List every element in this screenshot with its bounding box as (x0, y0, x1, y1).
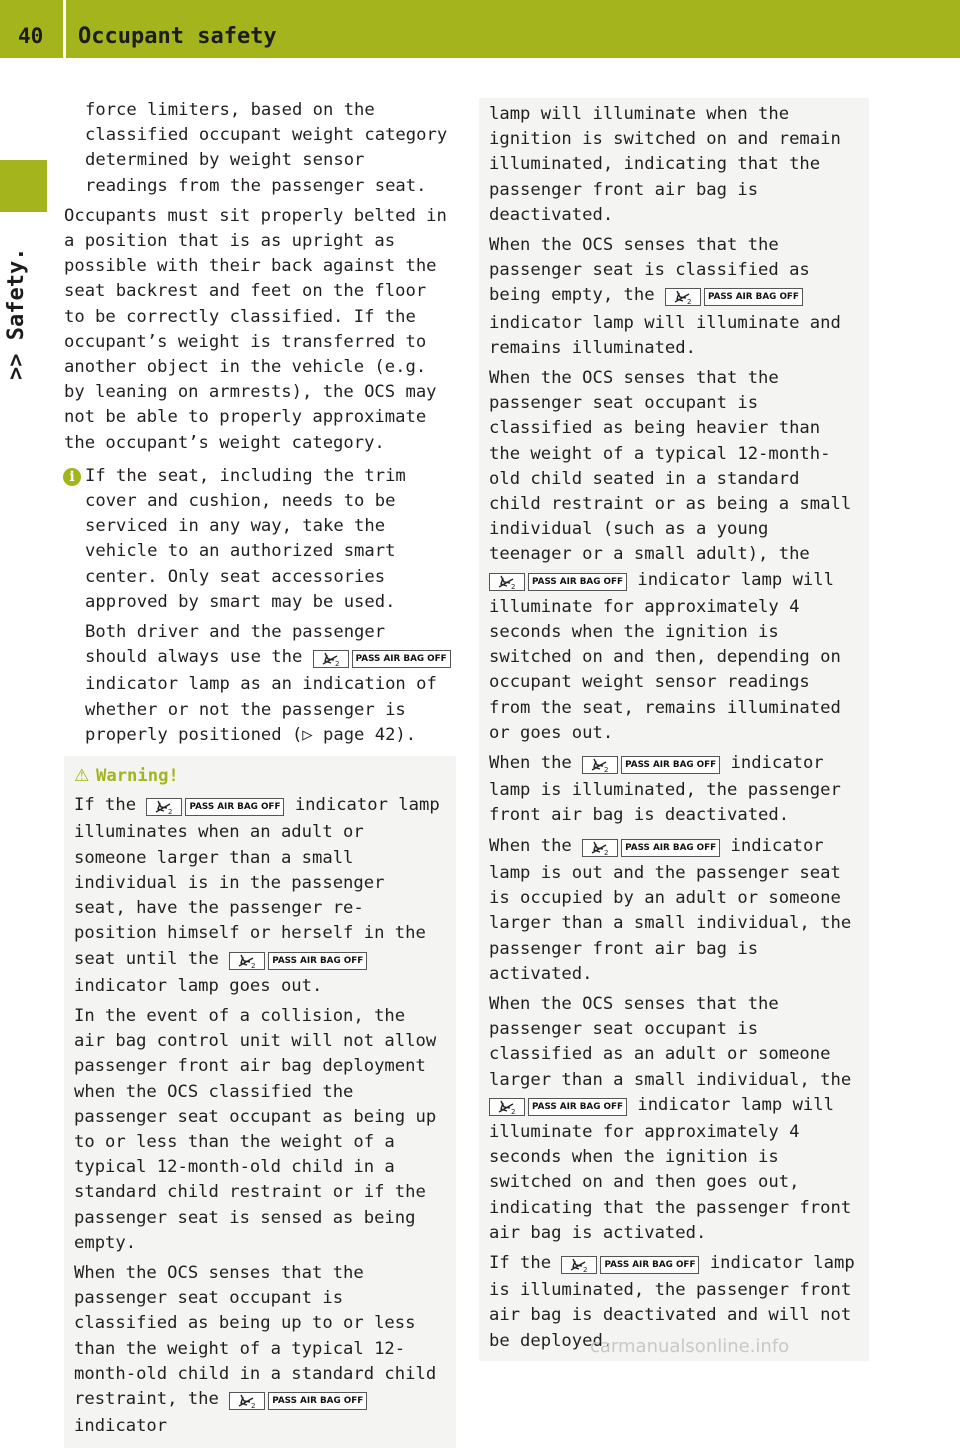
svg-text:2: 2 (604, 848, 609, 856)
watermark: carmanualsonline.info (590, 1336, 790, 1357)
side-tab-label: >> Safety. (4, 247, 29, 380)
passenger-airbag-off-lamp-icon: 2 PASS AIR BAG OFF (582, 753, 720, 778)
svg-text:2: 2 (511, 1107, 516, 1115)
svg-text:2: 2 (583, 1265, 588, 1273)
svg-text:2: 2 (686, 298, 692, 306)
side-tab-marker (0, 160, 47, 212)
paragraph: If the 2 PASS AIR BAG OFF indicator lamp is illuminated, the passenger front air bag is deactivated and will not be deployed. (489, 1252, 855, 1351)
passenger-airbag-off-lamp-icon: 2 PASS AIR BAG OFF (313, 647, 451, 672)
passenger-airbag-off-lamp-icon: 2 PASS AIR BAG OFF (561, 1253, 699, 1278)
passenger-airbag-off-lamp-icon: 2 PASS AIR BAG OFF (665, 285, 803, 310)
paragraph: Occupants must sit properly belted in a position that is as upright as possible with their back against the seat backrest and feet on the floor to be correctly classified. If the occupant’s weight is transferred to another object in the vehicle (e.g. by leaning on armrests), the OCS may not be able to properly approximate the occupant’s weight category. (64, 205, 447, 453)
paragraph: If the 2 PASS AIR BAG OFF indicator lamp illuminates when an adult or someone larger than a small individual is in the passenger seat, have the passenger re-position himself or herself in the seat until the 2 PASS AIR BAG OFF indicator lamp goes out. (74, 795, 440, 996)
paragraph: When the OCS senses that the passenger seat occupant is classified as an adult or someone larger than a small individual, the 2 PASS AIR BAG OFF indicator lamp will illuminate for approximately 4 seconds when the ignition is switched on and then goes out, indicating that the passenger front air bag is activated. (489, 993, 852, 1243)
left-column (64, 98, 456, 1448)
header-divider (63, 0, 66, 58)
paragraph: lamp will illuminate when the ignition is switched on and remain illuminated, indicating that the passenger front air bag is deactivated. (489, 104, 841, 225)
info-note (64, 464, 456, 748)
passenger-airbag-off-lamp-icon: 2 PASS AIR BAG OFF (146, 795, 284, 820)
seat-occupant-icon (313, 650, 349, 668)
page-number: 40 (18, 24, 44, 48)
svg-text:2: 2 (334, 660, 340, 668)
paragraph: Both driver and the passenger should always use the 2 PASS AIR BAG OFF indicator lamp as an indication of whether or not the passenger is properly positioned (▷ page 42). (85, 620, 456, 748)
passenger-airbag-off-lamp-icon: 2 PASS AIR BAG OFF (489, 570, 627, 595)
svg-text:2: 2 (251, 1401, 256, 1409)
seat-occupant-icon (489, 573, 525, 591)
seat-occupant-icon (146, 798, 182, 816)
paragraph: When the 2 PASS AIR BAG OFF indicator lamp is illuminated, the passenger front air bag is deactivated. (489, 753, 841, 826)
seat-occupant-icon (561, 1256, 597, 1274)
info-icon: i (63, 468, 81, 486)
seat-occupant-icon (229, 1392, 265, 1410)
paragraph: When the OCS senses that the passenger seat occupant is classified as being up to or less than the weight of a typical 12-month-old child in a standard child restraint, the 2 PASS AIR BAG OFF indicator (74, 1262, 437, 1437)
right-column-warning-continued (479, 98, 869, 1361)
passenger-airbag-off-lamp-icon: 2 PASS AIR BAG OFF (229, 1389, 367, 1414)
svg-text:2: 2 (604, 766, 609, 774)
passenger-airbag-off-lamp-icon: 2 PASS AIR BAG OFF (489, 1095, 627, 1120)
warning-box (64, 756, 456, 1448)
section-title: Occupant safety (78, 24, 277, 49)
passenger-airbag-off-lamp-icon: 2 PASS AIR BAG OFF (229, 949, 367, 974)
svg-text:2: 2 (168, 808, 173, 816)
seat-occupant-icon (582, 839, 618, 857)
passenger-airbag-off-lamp-icon: 2 PASS AIR BAG OFF (582, 836, 720, 861)
page-header (0, 0, 960, 58)
seat-occupant-icon (489, 1098, 525, 1116)
paragraph: When the OCS senses that the passenger seat is classified as being empty, the 2 PASS AIR BAG OFF indicator lamp will illuminate and remains illuminated. (489, 235, 841, 358)
paragraph: When the OCS senses that the passenger seat occupant is classified as being heavier than the weight of a typical 12-month-old child seated in a standard child restraint or as being a small individual (such as a young teenager or a small adult), the 2 PASS AIR BAG OFF indicator lamp will illuminate for approximately 4 seconds when the ignition is switched on and then, depending on occupant weight sensor readings from the seat, remains illuminated or goes out. (489, 368, 852, 743)
seat-occupant-icon (229, 952, 265, 970)
paragraph: In the event of a collision, the air bag control unit will not allow passenger front air bag deployment when the OCS classified the passenger seat occupant as being up to or less than the weight of a typical 12-month-old child in a standard child restraint or if the passenger seat is sensed as being empty. (74, 1005, 437, 1253)
paragraph: force limiters, based on the classified occupant weight category determined by weight sensor readings from the passenger seat. (85, 100, 448, 196)
paragraph: If the seat, including the trim cover and cushion, needs to be serviced in any way, take the vehicle to an authorized smart center. Only seat accessories approved by smart may be used. (85, 465, 406, 612)
paragraph: When the 2 PASS AIR BAG OFF indicator lamp is out and the passenger seat is occupied by an adult or someone larger than a small individual, the passenger front air bag is activated. (489, 835, 852, 984)
warning-heading: ⚠ Warning! (74, 764, 446, 789)
seat-occupant-icon (582, 756, 618, 774)
warning-triangle-icon: ⚠ (74, 766, 90, 787)
svg-text:2: 2 (511, 582, 516, 590)
svg-text:2: 2 (251, 961, 256, 969)
seat-occupant-icon (665, 288, 701, 306)
